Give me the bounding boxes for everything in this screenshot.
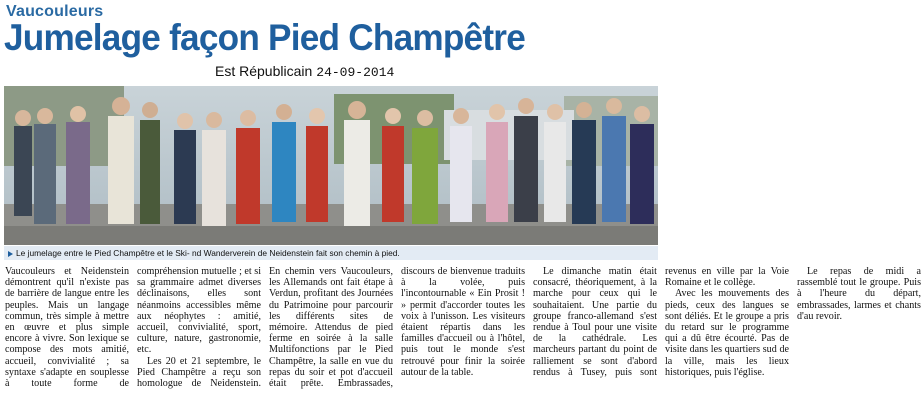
group-photo (4, 86, 658, 245)
newspaper-name: Est Républicain (215, 63, 313, 79)
caption-bullet-icon (8, 251, 13, 257)
article-source-line (215, 63, 394, 80)
group-photo-illustration (4, 86, 658, 245)
article-paragraph: Vaucouleurs et Neidenstein démontrent qu'il n'existe pas de barrière de langue entre les peuples. Mais un langage commun, très simple à mettre en œuvre et plus simple encore à vivre. Son lexique se compose des mots amitié, accueil, convivialité ; sa syntaxe s'adapte en souplesse à toute forme de compréhension mutuelle ; et si sa grammaire admet diverses déclinaisons, elles sont néanmoins accessibles même aux néophytes : amitié, accueil, convivialité, sport, culture, nature, gastronomie, etc. (5, 266, 261, 390)
article-paragraph: Le dimanche matin était consacré, théoriquement, à la marche pour ceux qui le souhaitaient. Une partie du groupe franco-allemand s'est rendue à Toul pour une visite de la cathédrale. Les marcheurs partant du point de ralliement se sont d'abord rendus à Tusey, puis sont revenus en ville par la Voie Romaine et le collège. (533, 266, 789, 378)
photo-caption (4, 246, 658, 260)
article-paragraph: Avec les mouvements des pieds, ceux des langues se sont déliés. Et le groupe a pris du retard sur le programme qui a dû être écourté. Pas de visite dans les quartiers sud de la ville, mais les lieux historiques, puis l'église. (665, 288, 789, 378)
article-headline: Jumelage façon Pied Champêtre (4, 17, 526, 58)
article-body (5, 266, 921, 396)
article-kicker: Vaucouleurs (6, 3, 104, 20)
publication-date: 24-09-2014 (316, 65, 395, 80)
article-paragraph: Les 20 et 21 septembre, le Pied Champêtre a reçu son homologue de Neidenstein. En chemin vers Vaucouleurs, les Allemands ont fait étape à Verdun, profitant des Journées du Patrimoine pour parcourir les différents sites de mémoire. Attendus de pied ferme en soirée à la salle Multifonctions par le Pied Champêtre, la salle en vue du repas du soir et pot d'accueil était prête. Embrassades, discours de bienvenue traduits à la volée, puis l'incontournable « Ein Prosit ! » permit d'accorder toutes les voix à l'unisson. Les visiteurs étaient répartis dans les familles d'accueil ou à l'hôtel, puis tout le monde s'est retrouvé pour finir la soirée autour de la table. (137, 266, 525, 390)
photo-caption-text: Le jumelage entre le Pied Champêtre et le Ski- nd Wanderverein de Neidenstein fait son chemin à pied. (16, 248, 400, 258)
article-paragraph: Le repas de midi a rassemblé tout le groupe. Puis à l'heure du départ, embrassades, larmes et chants d'au revoir. (797, 266, 921, 322)
